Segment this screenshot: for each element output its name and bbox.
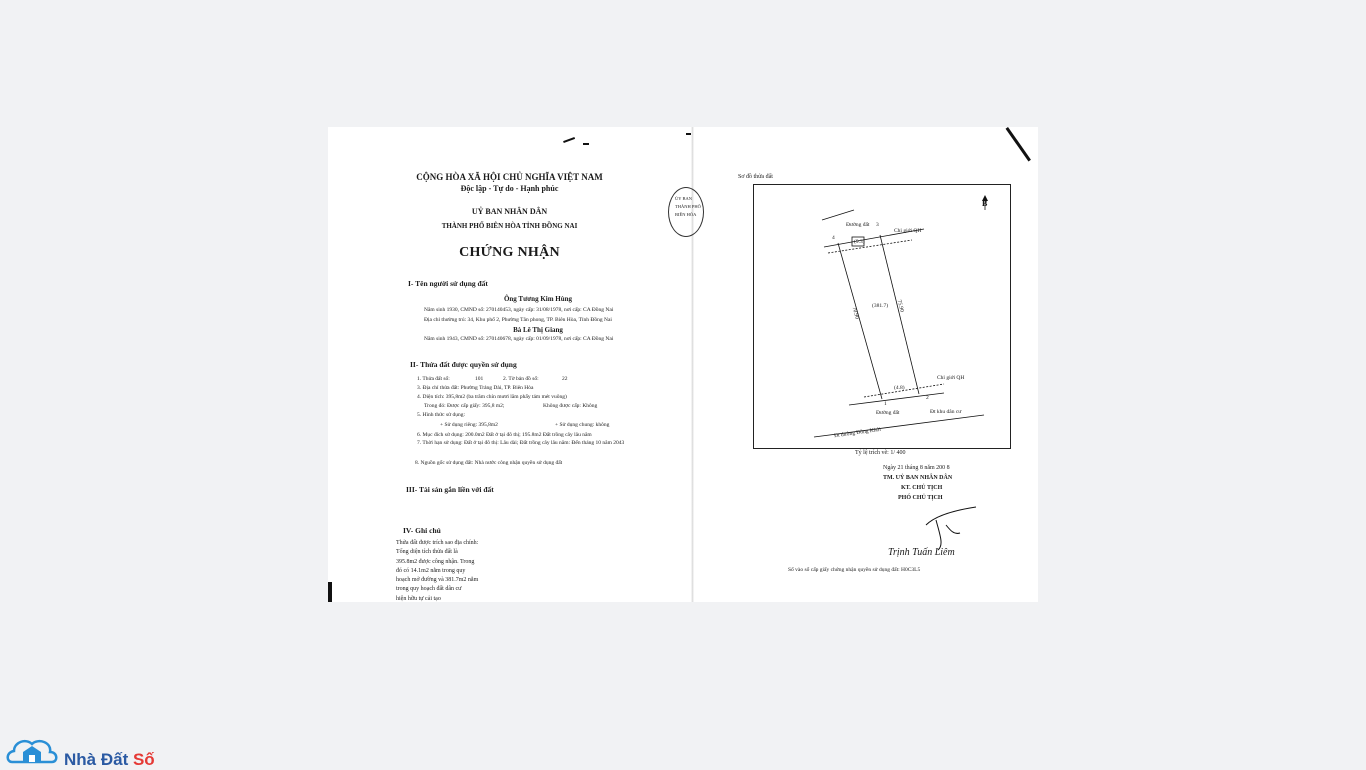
map-label-road-main: Đt đường Đồng Khởi: [833, 426, 882, 440]
owner-2-name: Bà Lê Thị Giang: [513, 326, 563, 334]
national-header: CỘNG HÒA XÃ HỘI CHỦ NGHĨA VIỆT NAM: [416, 172, 603, 182]
section-owner: I- Tên người sử dụng đất: [408, 279, 488, 288]
map-label-chigioi-top: Chỉ giới QH: [894, 228, 922, 234]
map-point-2: 2: [926, 395, 929, 401]
scan-mark: [563, 137, 575, 143]
map-label-chigioi-bottom: Chỉ giới QH: [937, 375, 965, 381]
item-private-use: + Sử dụng riêng: 395,8m2: [440, 422, 498, 428]
map-label-dim-right: 75.90: [895, 299, 905, 313]
item-term: 7. Thời hạn sử dụng: Đất ở tại đô thị: Lâu dài; Đất trồng cây lâu năm: Đến tháng 10 năm 2043: [417, 440, 625, 446]
owner-2-info: Năm sinh 1943, CMND số: 270140678, ngày cấp: 01/09/1978, nơi cấp: CA Đồng Nai: [424, 336, 614, 342]
owner-1-address: Địa chỉ thường trú: 34, Khu phố 2, Phường Tân phong, TP. Biên Hòa, Tỉnh Đồng Nai: [424, 317, 612, 323]
issue-date: Ngày 21 tháng 8 năm 200 8: [883, 465, 950, 471]
signer-title-1: TM. UỶ BAN NHÂN DÂN: [883, 475, 953, 481]
brand-name: Nhà Đất Số: [64, 750, 155, 769]
authority-city: THÀNH PHỐ BIÊN HÒA TỈNH ĐỒNG NAI: [441, 222, 578, 230]
section-land: II- Thửa đất được quyền sử dụng: [410, 360, 517, 369]
map-label-khu-dan-cu: Đt khu dân cư: [930, 409, 962, 415]
section-notes: IV- Ghi chú: [403, 526, 441, 535]
map-label-road-bottom: Đường đất: [876, 410, 900, 416]
national-motto: Độc lập - Tự do - Hạnh phúc: [460, 184, 559, 193]
map-label-area: (381.7): [872, 303, 889, 309]
owner-1-info: Năm sinh 1930, CMND số: 270140453, ngày cấp: 31/08/1978, nơi cấp: CA Đồng Nai: [424, 307, 614, 313]
registry-number: Số vào sổ cấp giấy chứng nhận quyền sử dụng đất: H0C3L5: [788, 567, 921, 573]
map-line: [849, 393, 944, 405]
item-area-not-granted: Không được cấp: Không: [543, 403, 598, 409]
map-point-3: 3: [876, 222, 879, 228]
map-point-1: 1: [884, 401, 887, 407]
map-label-small-area-top: (9.3): [854, 239, 865, 245]
map-label-dim-left: 70.90: [850, 306, 860, 320]
map-title: Sơ đồ thửa đất: [738, 174, 773, 180]
signer-title-2: KT. CHỦ TỊCH: [901, 485, 943, 491]
scan-mark: [583, 143, 589, 145]
certificate-scan: [328, 127, 1038, 602]
signer-name: Trịnh Tuấn Liêm: [888, 547, 955, 558]
item-parcel-no-value: 101: [475, 376, 484, 382]
notes-text: Thửa đất được trích sao địa chính: Tổng diện tích thửa đất là 395.8m2 được công nhận. Trong đó có 14.1m2 nằm trong quy hoạch mở đường và 381.7m2 nằm trong quy hoạch đất dân cư hiện hữu tự cải tạo: [396, 540, 479, 602]
certificate-title: CHỨNG NHẬN: [459, 245, 560, 260]
item-parcel-no: 1. Thửa đất số:: [417, 376, 450, 382]
map-label-small-area-bottom: (4.8): [894, 385, 905, 391]
section-assets: III- Tài sản gắn liền với đất: [406, 485, 494, 494]
parcel-map-drawing: [754, 185, 1010, 448]
item-map-sheet-value: 22: [562, 376, 568, 382]
item-address: 3. Địa chỉ thửa đất: Phường Trảng Dài, TP. Biên Hòa: [417, 385, 534, 391]
owner-1-name: Ông Tương Kim Hùng: [503, 295, 573, 303]
map-line: [880, 235, 919, 394]
map-label-road-top: Đường đất: [846, 222, 870, 228]
item-origin: 8. Nguồn gốc sử dụng đất: Nhà nước công nhận quyền sử dụng đất: [415, 460, 563, 466]
official-seal: ỦY BAN THÀNH PHỐ BIÊN HÒA: [668, 187, 704, 237]
map-scale: Tỷ lệ trích vẽ: 1/ 400: [855, 450, 906, 456]
item-map-sheet: 2. Tờ bản đồ số:: [503, 376, 539, 382]
item-shared-use: + Sử dụng chung: không: [555, 422, 610, 428]
item-purpose: 6. Mục đích sử dụng: 200.0m2 Đất ở tại đô thị; 195.8m2 Đất trồng cây lâu năm: [417, 432, 592, 438]
map-line: [838, 243, 882, 399]
authority-name: UỶ BAN NHÂN DÂN: [471, 207, 548, 216]
parcel-map: [753, 184, 1011, 449]
map-line: [822, 210, 854, 220]
item-usage-form: 5. Hình thức sử dụng:: [417, 412, 465, 418]
map-point-4: 4: [832, 235, 835, 241]
north-label: B: [982, 199, 988, 208]
scan-mark: [328, 582, 332, 602]
signer-title-3: PHÓ CHỦ TỊCH: [898, 495, 943, 501]
scan-mark: [1006, 127, 1031, 161]
item-area: 4. Diện tích: 395,8m2 (ba trăm chín mươi lăm phẩy tám mét vuông): [417, 394, 567, 400]
item-area-granted: Trong đó: Được cấp giấy: 395,8 m2;: [424, 403, 505, 409]
